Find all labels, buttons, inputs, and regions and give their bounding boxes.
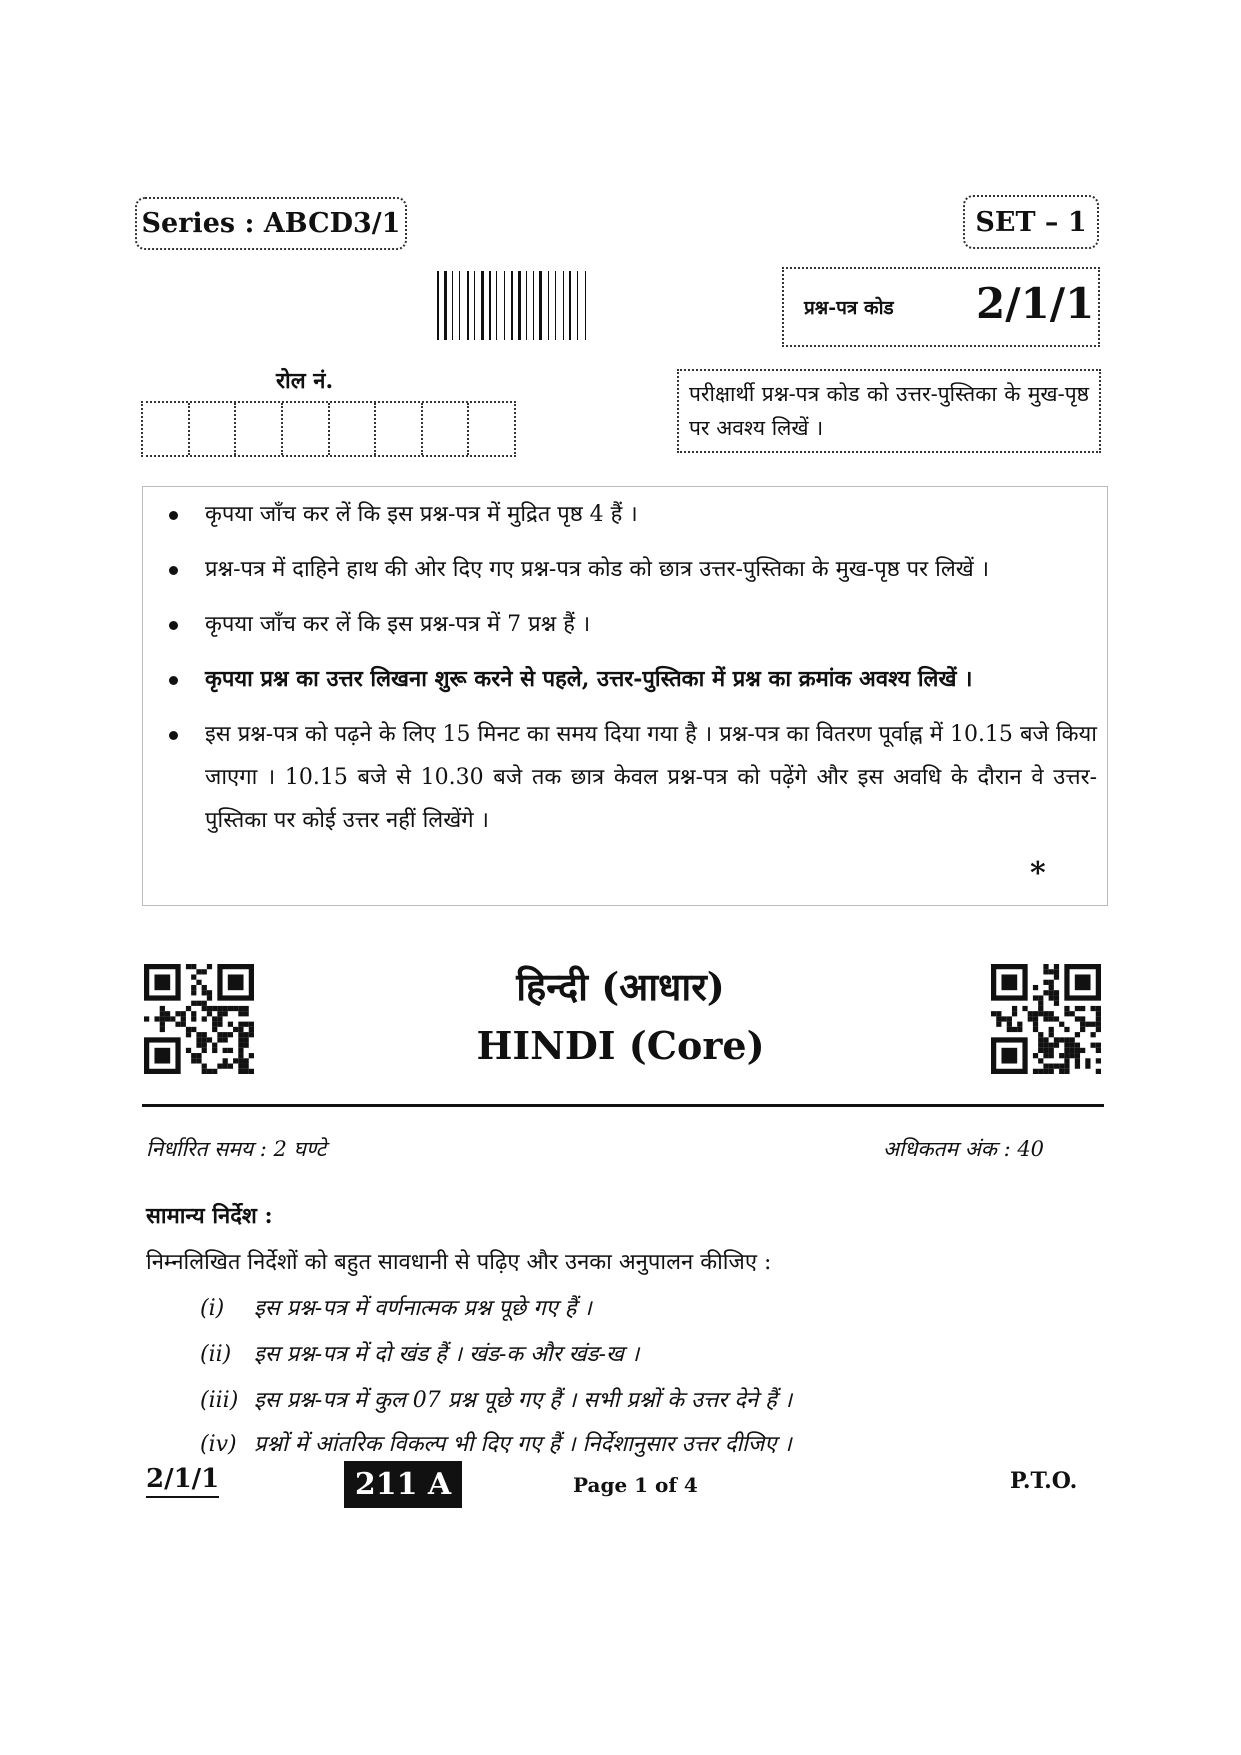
roll-number-cell bbox=[376, 403, 423, 455]
divider bbox=[142, 1104, 1104, 1107]
notice-item: इस प्रश्न-पत्र को पढ़ने के लिए 15 मिनट का समय दिया गया है । प्रश्न-पत्र का वितरण पूर्वाह्न में 10.15 बजे किया जाएगा । 10.15 बजे से 10.30 बजे तक छात्र केवल प्रश्न-पत्र को पढ़ेंगे और इस अवधि के दौरान वे उत्तर-पुस्तिका पर कोई उत्तर नहीं लिखेंगे । bbox=[163, 713, 1097, 842]
roll-number-label: रोल नं. bbox=[276, 368, 334, 394]
time-allowed: निर्धारित समय : 2 घण्टे bbox=[146, 1137, 327, 1161]
paper-code-value: 2/1/1 bbox=[976, 279, 1095, 328]
roll-number-grid bbox=[141, 401, 516, 457]
please-turn-over: P.T.O. bbox=[1010, 1468, 1078, 1494]
star-mark: * bbox=[1030, 856, 1046, 891]
roll-number-cell bbox=[143, 403, 190, 455]
roll-number-cell bbox=[423, 403, 470, 455]
instruction-item: (ii) इस प्रश्न-पत्र में दो खंड हैं । खंड-क और खंड-ख । bbox=[200, 1342, 640, 1367]
roll-number-cell bbox=[236, 403, 283, 455]
notice-item: कृपया जाँच कर लें कि इस प्रश्न-पत्र में मुद्रित पृष्ठ 4 हैं । bbox=[163, 493, 1097, 536]
paper-code-label: प्रश्न-पत्र कोड bbox=[804, 297, 894, 319]
instruction-item: (iv) प्रश्नों में आंतरिक विकल्प भी दिए गए हैं । निर्देशानुसार उत्तर दीजिए । bbox=[200, 1432, 792, 1457]
bullet-icon bbox=[169, 621, 178, 630]
instruction-item: (iii) इस प्रश्न-पत्र में कुल 07 प्रश्न पूछे गए हैं । सभी प्रश्नों के उत्तर देने हैं । bbox=[200, 1388, 793, 1413]
roll-number-cell bbox=[283, 403, 330, 455]
roll-number-cell bbox=[469, 403, 514, 455]
bullet-icon bbox=[169, 676, 178, 685]
barcode bbox=[437, 271, 655, 340]
general-instructions-heading: सामान्य निर्देश : bbox=[146, 1203, 273, 1229]
subject-title-hindi: हिन्दी (आधार) bbox=[516, 964, 725, 1009]
maximum-marks: अधिकतम अंक : 40 bbox=[883, 1137, 1045, 1161]
series-label: Series : ABCD3/1 bbox=[135, 197, 407, 250]
footer-paper-code: 2/1/1 bbox=[146, 1464, 219, 1498]
candidate-notice-box bbox=[142, 486, 1108, 906]
instruction-item: (i) इस प्रश्न-पत्र में वर्णनात्मक प्रश्न पूछे गए हैं । bbox=[200, 1296, 592, 1321]
roll-number-cell bbox=[190, 403, 237, 455]
bullet-icon bbox=[169, 731, 178, 740]
roll-number-cell bbox=[330, 403, 377, 455]
paper-code-box bbox=[782, 267, 1100, 347]
notice-item: कृपया जाँच कर लें कि इस प्रश्न-पत्र में 7 प्रश्न हैं । bbox=[163, 603, 1097, 646]
set-label: SET – 1 bbox=[963, 195, 1099, 249]
footer-subject-code-badge: 211 A bbox=[344, 1461, 462, 1508]
notice-item: कृपया प्रश्न का उत्तर लिखना शुरू करने से पहले, उत्तर-पुस्तिका में प्रश्न का क्रमांक अवश्य लिखें । bbox=[163, 658, 1097, 701]
bullet-icon bbox=[169, 511, 178, 520]
notice-list bbox=[163, 493, 1097, 842]
code-instruction-box: परीक्षार्थी प्रश्न-पत्र कोड को उत्तर-पुस्तिका के मुख-पृष्ठ पर अवश्य लिखें । bbox=[677, 369, 1101, 453]
notice-item: प्रश्न-पत्र में दाहिने हाथ की ओर दिए गए प्रश्न-पत्र कोड को छात्र उत्तर-पुस्तिका के मुख-पृष्ठ पर लिखें । bbox=[163, 548, 1097, 591]
page-number: Page 1 of 4 bbox=[573, 1473, 698, 1497]
subject-title-english: HINDI (Core) bbox=[476, 1023, 765, 1068]
bullet-icon bbox=[169, 566, 178, 575]
general-instructions-intro: निम्नलिखित निर्देशों को बहुत सावधानी से पढ़िए और उनका अनुपालन कीजिए : bbox=[146, 1250, 772, 1275]
